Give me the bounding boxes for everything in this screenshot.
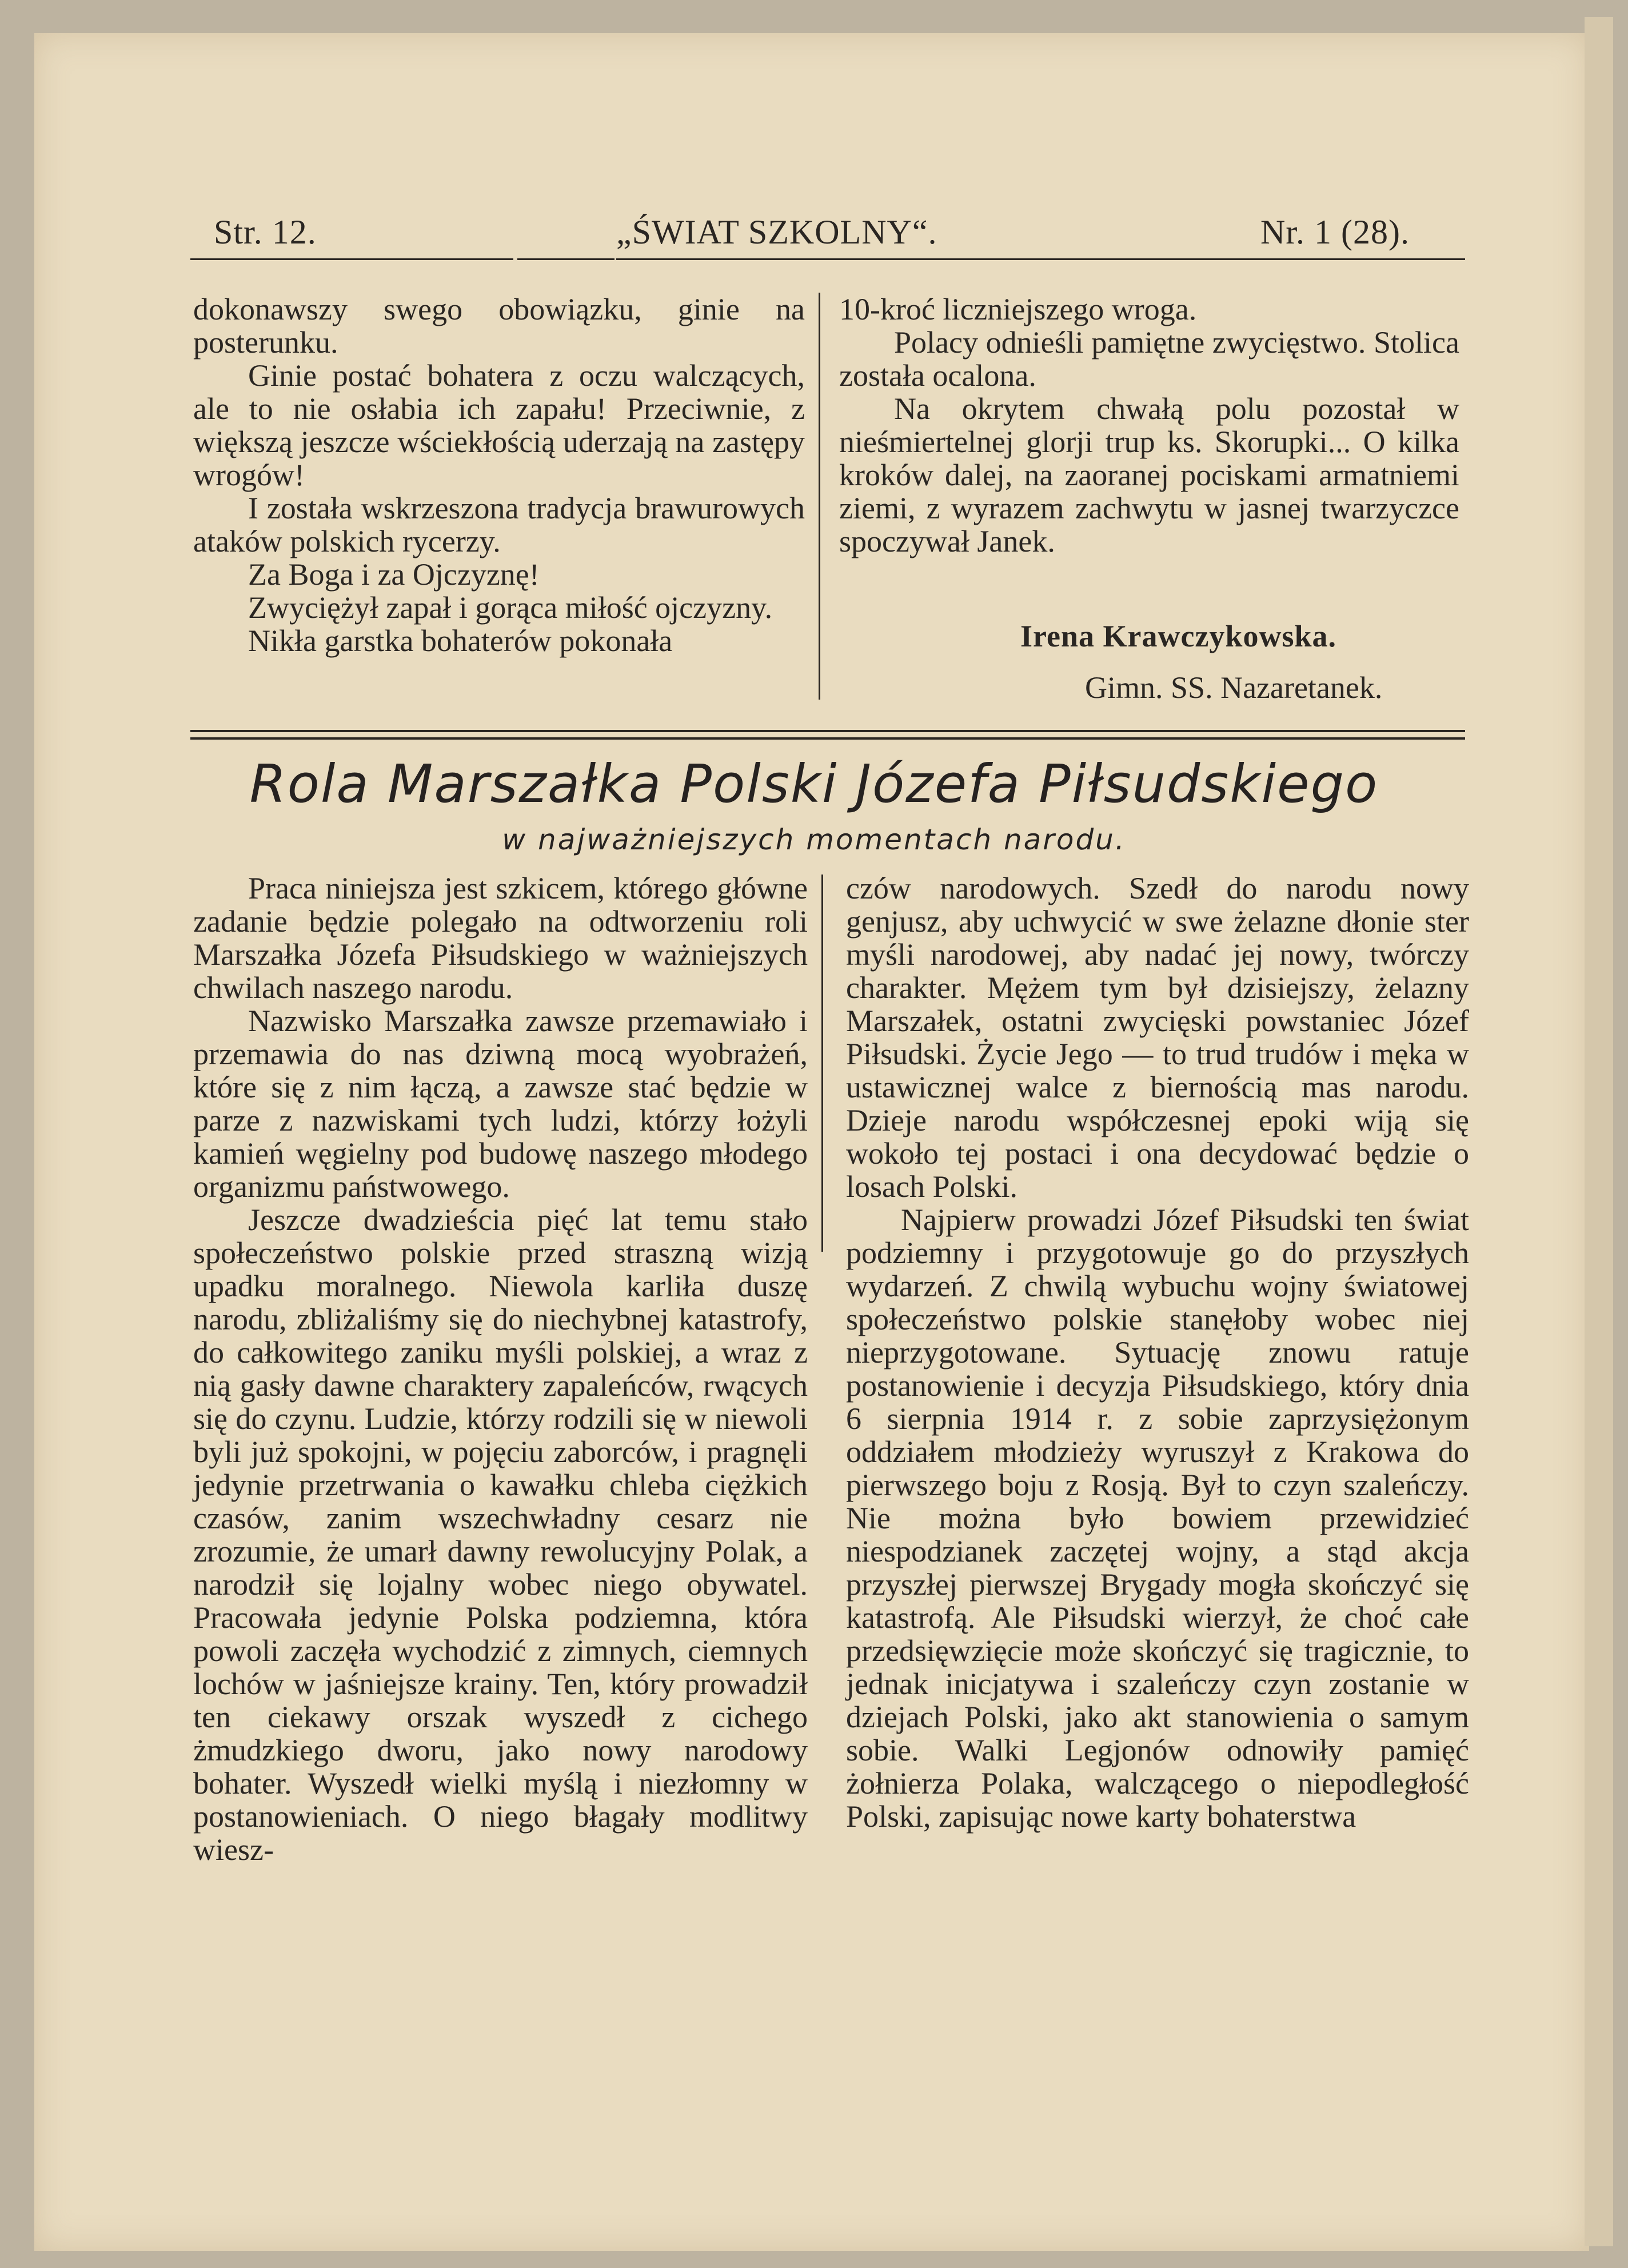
paragraph: Na okrytem chwałą polu pozostał w nieśmiertelnej glorji trup ks. Skorupki... O kilka kroków dalej, na zaoranej pociskami armatniemi ziemi, z wyrazem zachwytu w jasnej twarzyczce spoczywał Janek.: [839, 392, 1459, 558]
story-left-column: [193, 293, 805, 657]
article-left-column: [193, 872, 808, 1866]
paragraph: Polacy odnieśli pamiętne zwycięstwo. Stolica została ocalona.: [839, 325, 1459, 393]
page-number: Str. 12.: [214, 213, 317, 251]
school-signature: Gimn. SS. Nazaretanek.: [1085, 670, 1383, 705]
paragraph: czów narodowych. Szedł do narodu nowy genjusz, aby uchwycić w swe żelazne dłonie ster myśli narodowej, aby nadać jej nowy, twórczy charakter. Mężem tym był dzisiejszy, żelazny Marszałek, ostatni zwycięski powstaniec Józef Piłsudski. Życie Jego — to trud trudów i męka w ustawicznej walce z biernością mas narodu. Dzieje narodu współczesnej epoki wiją się wokoło tej postaci i ona decydować będzie o losach Polski.: [846, 871, 1469, 1204]
paragraph: Najpierw prowadzi Józef Piłsudski ten świat podziemny i przygotowuje go do przyszłych wydarzeń. Z chwilą wybuchu wojny światowej społeczeństwo polskie stanęłoby wobec niej nieprzygotowane. Sytuację znowu ratuje postanowienie i decyzja Piłsudskiego, który dnia 6 sierpnia 1914 r. z sobie zaprzysiężonym oddziałem młodzieży wyruszył z Krakowa do pierwszego boju z Rosją. Był to czyn szaleńczy. Nie można było bowiem przewidzieć niespodzianek zaczętej wojny, a stąd akcja przyszłej pierwszej Brygady mogła skończyć się katastrofą. Ale Piłsudski wierzył, że choć całe przedsięwzięcie może skończyć się tragicznie, to jednak inicjatywa i szaleńczy czyn zostanie w dziejach Polski, jako akt stanowienia o samym sobie. Walki Legjonów odnowiły pamięć żołnierza Polaka, walczącego o niepodległość Polski, zapisując nowe karty bohaterstwa: [846, 1203, 1469, 1834]
paragraph: I została wskrzeszona tradycja brawurowych ataków polskich rycerzy.: [193, 491, 805, 558]
author-signature: Irena Krawczykowska.: [1020, 619, 1336, 653]
section-separator-top: [190, 730, 1465, 732]
paragraph: Zwyciężył zapał i gorąca miłość ojczyzny.: [248, 590, 773, 625]
paragraph: Jeszcze dwadzieścia pięć lat temu stało społeczeństwo polskie przed straszną wizją upadku moralnego. Niewola karliła duszę narodu, zbliżaliśmy się do niechybnej katastrofy, do całkowitego zaniku myśli polskiej, a wraz z nią gasły dawne charaktery zapaleńców, rwących się do czynu. Ludzie, którzy rodzili się w niewoli byli już spokojni, w pojęciu zaborców, i pragnęli jedynie przetrwania o kawałku chleba ciężkich czasów, zanim wszechwładny cesarz nie zrozumie, że umarł dawny rewolucyjny Polak, a narodził się lojalny wobec niego obywatel. Pracowała jedynie Polska podziemna, która powoli zaczęła wychodzić z zimnych, ciemnych lochów w jaśniejsze krainy. Ten, który prowadził ten ciekawy orszak wyszedł z cichego żmudzkiego dworu, jako nowy narodowy bohater. Wyszedł wielki myślą i niezłomny w postanowieniach. O niego błagały modlitwy wiesz-: [193, 1203, 808, 1867]
header-rule-right: [616, 258, 1465, 260]
article-subtitle: w najważniejszych momentach narodu.: [502, 823, 1126, 856]
column-divider: [821, 875, 823, 1252]
page-fold: [1585, 17, 1613, 2246]
header-rule-left: [190, 258, 513, 260]
paragraph: Za Boga i za Ojczyznę!: [248, 557, 540, 592]
journal-title: „ŚWIAT SZKOLNY“.: [616, 213, 937, 251]
paragraph: Praca niniejsza jest szkicem, którego główne zadanie będzie polegało na odtworzeniu roli Marszałka Józefa Piłsudskiego w ważniejszych chwilach naszego narodu.: [193, 871, 808, 1005]
issue-number: Nr. 1 (28).: [1260, 213, 1410, 251]
story-right-column: [839, 293, 1459, 558]
paragraph: Ginie postać bohatera z oczu walczących, ale to nie osłabia ich zapału! Przeciwnie, z większą jeszcze wściekłością uderzają na zastępy wrogów!: [193, 358, 805, 492]
article-title: Rola Marszałka Polski Józefa Piłsudskiego: [249, 753, 1379, 814]
paragraph: 10-kroć liczniejszego wroga.: [839, 292, 1197, 326]
paragraph: Nikła garstka bohaterów pokonała: [248, 624, 673, 658]
section-separator-bottom: [190, 737, 1465, 740]
column-divider: [819, 293, 820, 700]
paragraph: dokonawszy swego obowiązku, ginie na posterunku.: [193, 292, 805, 360]
paragraph: Nazwisko Marszałka zawsze przemawiało i przemawia do nas dziwną mocą wyobrażeń, które się z nim łączą, a zawsze stać będzie w parze z nazwiskami tych ludzi, którzy łożyli kamień węgielny pod budowę naszego młodego organizmu państwowego.: [193, 1004, 808, 1204]
header-rule-mid: [517, 258, 615, 260]
article-right-column: [846, 872, 1469, 1833]
